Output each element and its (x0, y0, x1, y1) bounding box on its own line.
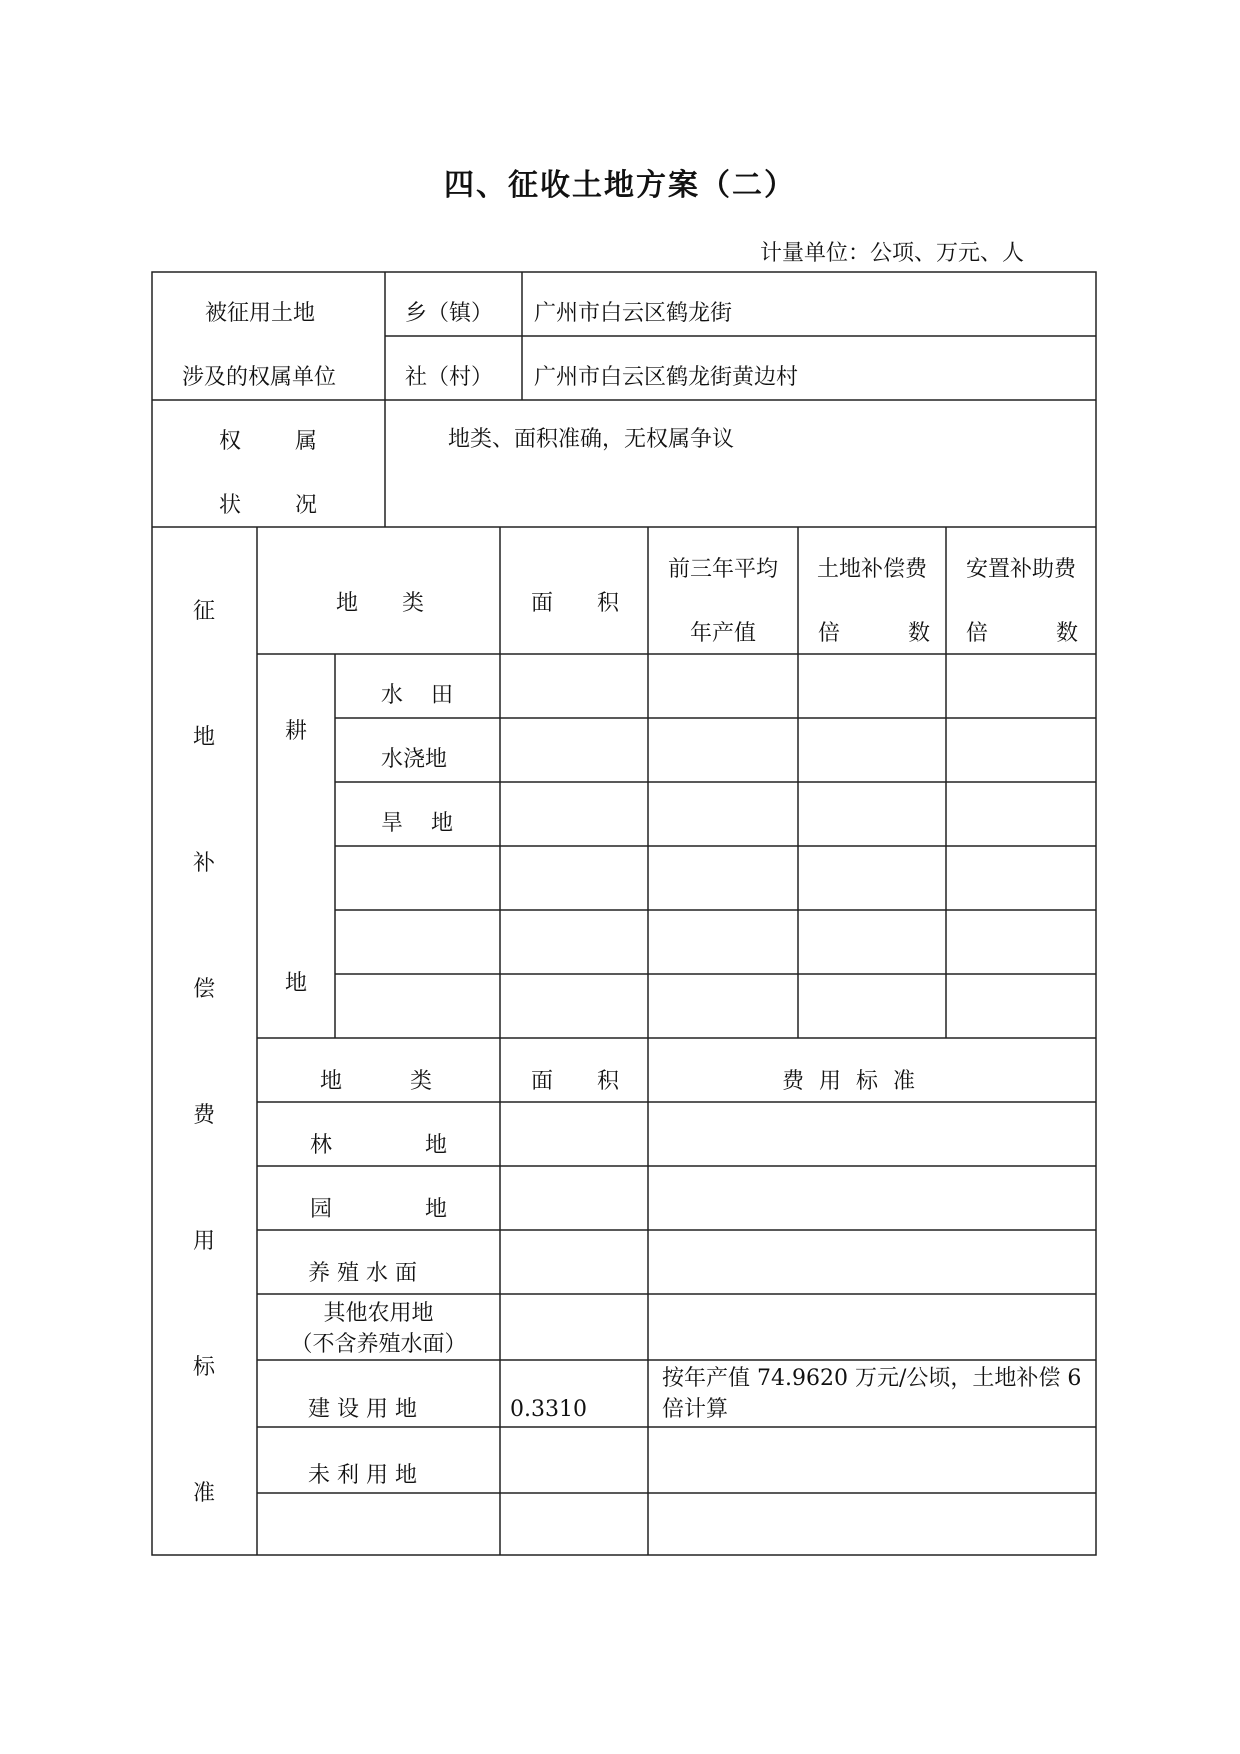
header-land-comp-multiple-b: 数 (908, 621, 931, 646)
header-resettle-multiple-a: 倍 (966, 621, 989, 646)
town-value: 广州市白云区鹤龙街 (534, 301, 733, 326)
other-header-land-type-b: 类 (410, 1069, 433, 1094)
ownership-status-value: 地类、面积准确，无权属争议 (448, 427, 735, 452)
affected-units-label-line1: 被征用土地 (205, 301, 316, 326)
other-header-area-a: 面 (531, 1069, 554, 1094)
cultivated-group-label-bottom: 地 (285, 971, 308, 996)
cultivated-row-2-type: 水浇地 (381, 747, 448, 772)
other-row-construction-type: 建 设 用 地 (308, 1397, 417, 1422)
other-row-unused-type: 未 利 用 地 (308, 1463, 417, 1488)
section-label-char-7: 标 (193, 1355, 216, 1380)
cultivated-row-3-type-a: 旱 (381, 811, 404, 836)
other-row-garden-type-b: 地 (425, 1197, 448, 1222)
ownership-status-label-2b: 况 (295, 493, 318, 518)
measurement-unit: 计量单位：公项、万元、人 (760, 241, 1025, 266)
affected-units-label-line2: 涉及的权属单位 (182, 365, 337, 390)
cultivated-group-label-top: 耕 (285, 719, 308, 744)
other-row-construction-standard: 按年产值 74.9620 万元/公顷，土地补偿 6 倍计算 (662, 1366, 1082, 1422)
cultivated-row-1-type-b: 田 (431, 683, 454, 708)
other-row-other-agri-type-line2: （不含养殖水面） (290, 1332, 467, 1357)
document-title: 四、征收土地方案（二） (444, 168, 796, 203)
section-label-char-8: 准 (193, 1481, 216, 1506)
other-row-garden-type-a: 园 (310, 1197, 333, 1222)
header-land-type-b: 类 (402, 591, 425, 616)
section-label-char-6: 用 (193, 1229, 216, 1254)
section-label-char-3: 补 (193, 851, 216, 876)
section-label-char-1: 征 (193, 599, 216, 624)
header-area-b: 积 (597, 591, 620, 616)
cultivated-row-3-type-b: 地 (431, 811, 454, 836)
other-header-area-b: 积 (597, 1069, 620, 1094)
other-header-standard: 费 用 标 准 (782, 1069, 919, 1094)
header-resettle-line1: 安置补助费 (965, 557, 1076, 582)
other-row-forest-type-b: 地 (425, 1133, 448, 1158)
section-label-char-2: 地 (193, 725, 216, 750)
cultivated-row-1-type-a: 水 (381, 683, 404, 708)
header-land-comp-multiple-a: 倍 (818, 621, 841, 646)
village-label: 社（村） (405, 365, 494, 390)
ownership-status-label-1a: 权 (219, 429, 242, 454)
header-avg-output-line1: 前三年平均 (667, 557, 778, 582)
section-label-char-5: 费 (193, 1103, 216, 1128)
other-row-aquaculture-type: 养 殖 水 面 (308, 1261, 417, 1286)
header-avg-output-line2: 年产值 (689, 621, 756, 646)
header-land-comp-line1: 土地补偿费 (816, 557, 927, 582)
other-header-land-type-a: 地 (320, 1069, 343, 1094)
header-resettle-multiple-b: 数 (1056, 621, 1079, 646)
header-area-a: 面 (531, 591, 554, 616)
ownership-status-label-1b: 属 (295, 429, 318, 454)
other-row-other-agri-type-line1: 其他农用地 (323, 1301, 434, 1326)
other-row-construction-area: 0.3310 (510, 1397, 587, 1422)
ownership-status-label-2a: 状 (219, 493, 242, 518)
header-land-type-a: 地 (336, 591, 359, 616)
town-label: 乡（镇） (405, 301, 494, 326)
other-row-forest-type-a: 林 (310, 1133, 333, 1158)
section-label-char-4: 偿 (193, 977, 216, 1002)
village-value: 广州市白云区鹤龙街黄边村 (534, 365, 799, 390)
